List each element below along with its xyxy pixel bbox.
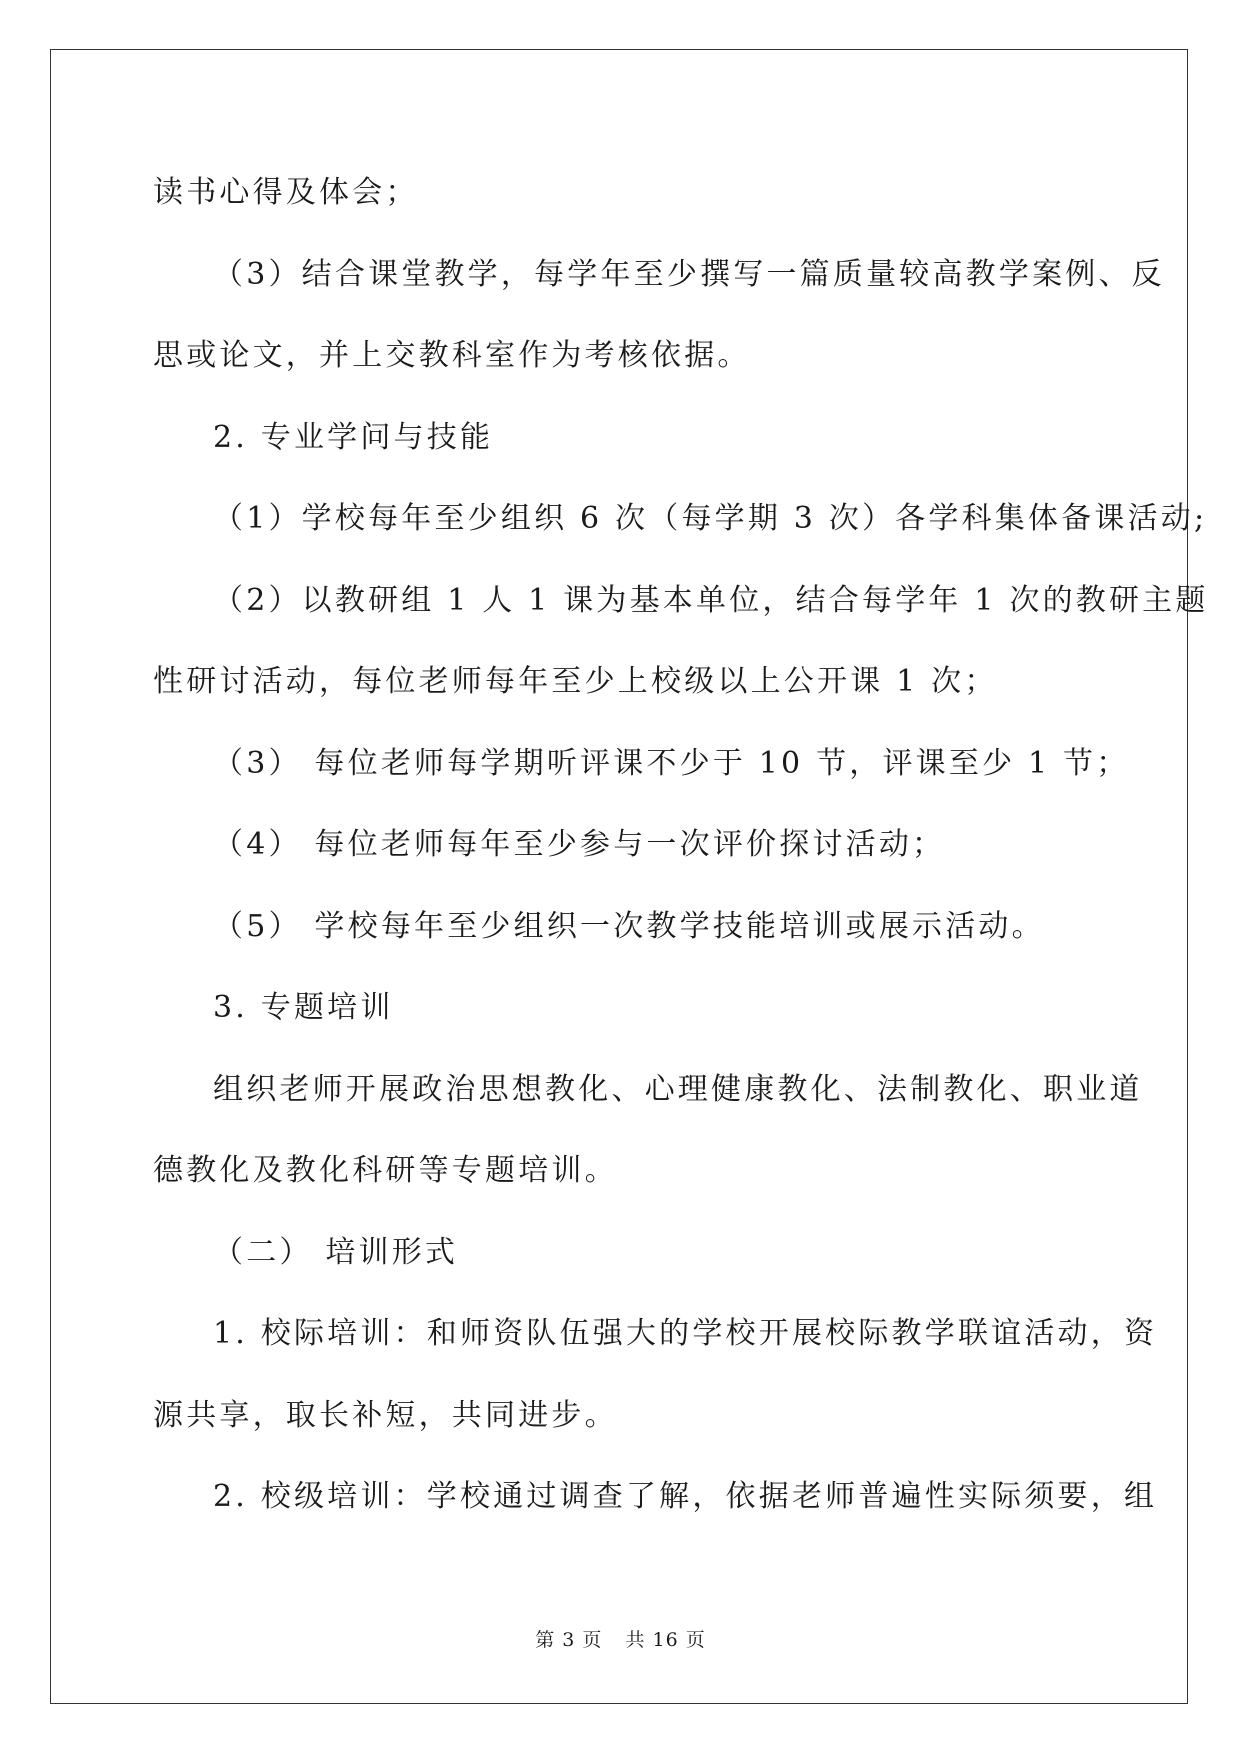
text-line: （5） 学校每年至少组织一次教学技能培训或展示活动。 bbox=[213, 908, 1045, 944]
section-heading: （二） 培训形式 bbox=[213, 1234, 459, 1270]
text-line: 源共享，取长补短，共同进步。 bbox=[153, 1397, 618, 1433]
text-line: 思或论文，并上交教科室作为考核依据。 bbox=[153, 338, 751, 373]
text-line: （3） 每位老师每学期听评课不少于 10 节，评课至少 1 节； bbox=[213, 745, 1130, 781]
text-line: （3）结合课堂教学，每学年至少撰写一篇质量较高教学案例、反 bbox=[213, 256, 1165, 292]
text-line: 1. 校际培训：和师资队伍强大的学校开展校际教学联谊活动，资 bbox=[213, 1316, 1158, 1351]
page-total: 共 16 页 bbox=[625, 1629, 706, 1651]
section-heading: 2. 专业学问与技能 bbox=[213, 419, 494, 455]
text-line: （2）以教研组 1 人 1 课为基本单位，结合每学年 1 次的教研主题 bbox=[213, 582, 1209, 618]
text-line: 读书心得及体会； bbox=[153, 175, 419, 210]
text-line: （4） 每位老师每年至少参与一次评价探讨活动； bbox=[213, 827, 946, 862]
text-line: 组织老师开展政治思想教化、心理健康教化、法制教化、职业道 bbox=[213, 1071, 1143, 1107]
page-number: 第 3 页 bbox=[535, 1629, 603, 1651]
page-footer bbox=[0, 1625, 1241, 1652]
text-line: （1）学校每年至少组织 6 次（每学期 3 次）各学科集体备课活动; bbox=[213, 501, 1208, 536]
text-line: 德教化及教化科研等专题培训。 bbox=[153, 1153, 618, 1188]
section-heading: 3. 专题培训 bbox=[213, 990, 394, 1025]
document-body bbox=[153, 168, 1209, 1554]
text-line: 性研讨活动，每位老师每年至少上校级以上公开课 1 次； bbox=[153, 664, 998, 699]
text-line: 2. 校级培训：学校通过调查了解，依据老师普遍性实际须要，组 bbox=[213, 1479, 1158, 1514]
